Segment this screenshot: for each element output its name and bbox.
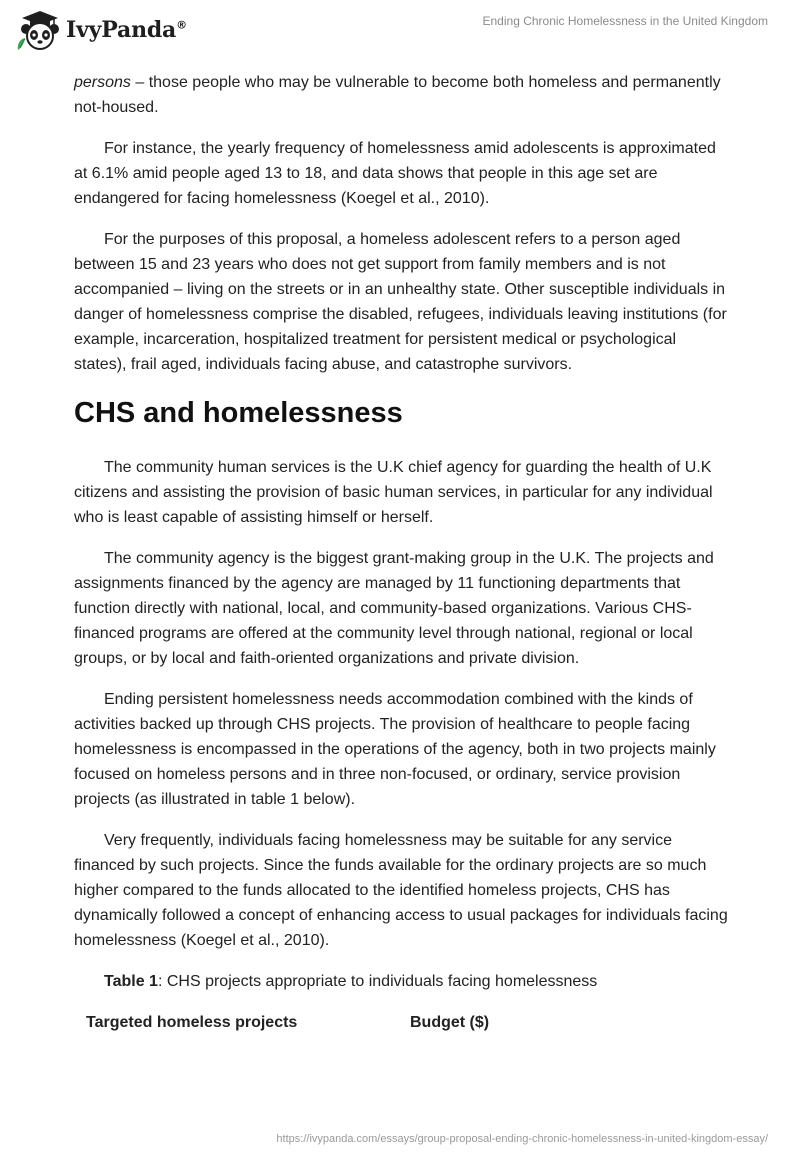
essay-content — [74, 70, 730, 1032]
source-url[interactable]: https://ivypanda.com/essays/group-proposal-ending-chronic-homelessness-in-united-kingdom-essay/ — [276, 1133, 768, 1145]
paragraph: For instance, the yearly frequency of homelessness amid adolescents is approximated at 6.1% amid people aged 13 to 18, and data shows that people in this age set are endangered for facing homelessness (Koegel et al., 2010). — [74, 140, 716, 207]
paragraph: For the purposes of this proposal, a homeless adolescent refers to a person aged between 15 and 23 years who does not get support from family members and is not accompanied – living on the streets or in an unhealthy state. Other susceptible individuals in danger of homelessness comprise the disabled, refugees, individuals leaving institutions (for example, incarceration, hospitalized treatment for persistent medical or psychological states), frail aged, individuals facing abuse, and catastrophe survivors. — [74, 231, 727, 373]
paragraph: The community human services is the U.K chief agency for guarding the health of U.K citizens and assisting the provision of basic human services, in particular for any individual who is least capable of assisting himself or herself. — [74, 459, 713, 526]
brand-name: IvyPanda® — [66, 17, 187, 43]
table-header-row — [86, 1014, 730, 1032]
table-header-cell: Budget ($) — [410, 1014, 490, 1031]
paragraph: Very frequently, individuals facing homelessness may be suitable for any service financed by such projects. Since the funds available for the ordinary projects are so much higher compared to the funds allocated to the identified homeless projects, CHS has dynamically followed a concept of enhancing access to usual packages for individuals facing homelessness (Koegel et al., 2010). — [74, 832, 728, 949]
section-heading: CHS and homelessness — [74, 397, 403, 429]
table-caption-text: : CHS projects appropriate to individuals facing homelessness — [157, 973, 598, 990]
table-caption-label: Table 1 — [104, 973, 158, 990]
paragraph: The community agency is the biggest grant-making group in the U.K. The projects and assignments financed by the agency are managed by 11 functioning departments that function directly with national, local, and community-based organizations. Various CHS-financed programs are offered at the community level through national, regional or local groups, or by local and faith-oriented organizations and private division. — [74, 550, 714, 667]
table-header-cell: Targeted homeless projects — [86, 1014, 298, 1031]
paragraph-text: – those people who may be vulnerable to become both homeless and permanently not-housed. — [74, 74, 721, 116]
italic-term: persons — [74, 74, 131, 91]
paragraph: Ending persistent homelessness needs accommodation combined with the kinds of activities backed up through CHS projects. The provision of healthcare to people facing homelessness is encompassed in the operations of the agency, both in two projects mainly focused on homeless persons and in three non-focused, or ordinary, service provision projects (as illustrated in table 1 below). — [74, 691, 716, 808]
panda-logo-icon — [14, 8, 60, 52]
table-caption — [74, 969, 730, 994]
document-title: Ending Chronic Homelessness in the United Kingdom — [482, 14, 768, 28]
page-header — [0, 0, 800, 62]
ivypanda-logo[interactable] — [14, 8, 187, 52]
registered-mark: ® — [176, 18, 187, 32]
paragraph — [74, 70, 730, 120]
